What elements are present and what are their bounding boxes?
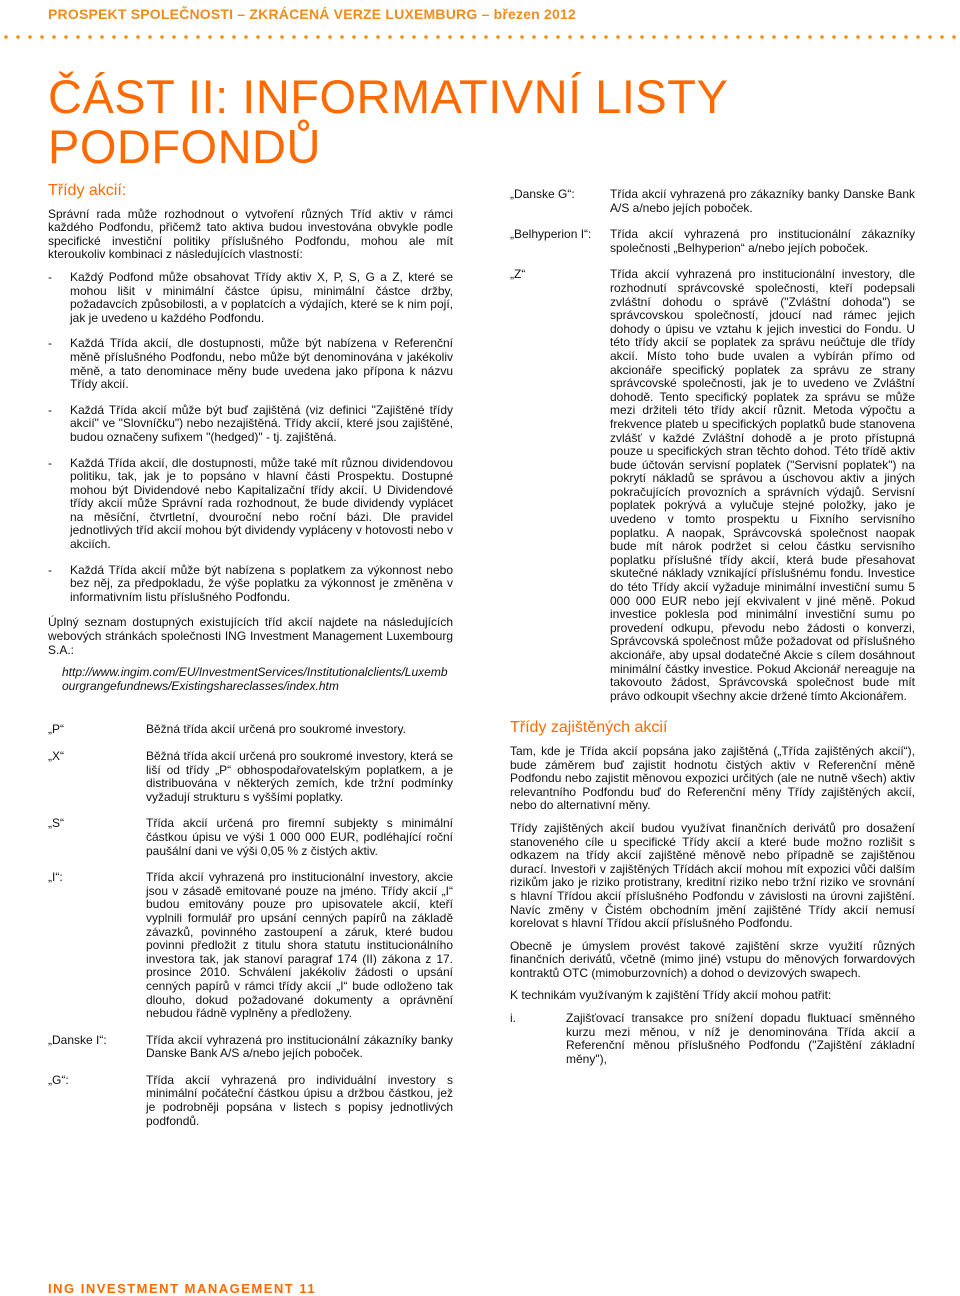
paragraph: Třídy zajištěných akcií budou využívat finančních derivátů pro dosažení stanoveného cíle u specifické Třídy akcií a které bude možno rozlišit s odkazem na třídy akcií zajištěné měnově nebo případně se zajištěnou durací. Investoři v zajištěných Třídách akcií mohou mít expozici vůči dalším rizikům jako je riziko protistrany, kreditní riziko nebo tržní riziko ve srovnání s hlavní Třídou akcií příslušného Podfondu v závislosti na úrovni zajištění. Navíc změny v Čistém obchodním jmění zajištěné Třídy akcií nemusí korelovat s hlavní Třídou akcií příslušného Podfondu.	[510, 820, 915, 931]
definition-row: „X“ Běžná třída akcií určená pro soukromé investory, která se liší od třídy „P“ obhospodařovatelským poplatkem, a je distribuována v některých zemích, kde tržní podmínky vyžadují strukturu s vyššími poplatky.	[48, 749, 453, 804]
page-footer: ING INVESTMENT MANAGEMENT 11	[48, 1281, 317, 1296]
paragraph: Obecně je úmyslem provést takové zajištění skrze využití různých finančních derivátů, včetně (mimo jiné) vstupu do měnových forwardových kontraktů OTC (mimoburzovních) a dohod o devizových swapech.	[510, 938, 915, 980]
full-list-paragraph: Úplný seznam dostupných existujících tříd akcií najdete na následujících webových stránkách společnosti ING Investment Management Luxembourg S.A.:	[48, 615, 453, 657]
definition-row: „P“ Běžná třída akcií určená pro soukromé investory.	[48, 722, 406, 737]
list-item: - Každá Třída akcií může být buď zajištěná (viz definici "Zajištěné třídy akcií" ve "Slovníčku") nebo nezajištěná. Třídy akcií, které jsou zajištěné, budou označeny sufixem "(hedged)" - tj. zajištěná.	[48, 402, 453, 444]
paragraph: K technikám využívaným k zajištění Třídy akcií mohou patřit:	[510, 988, 832, 1003]
numbered-item: i. Zajišťovací transakce pro snížení dopadu fluktuací směnného kurzu mezi měnou, v níž je denominována Třída akcií a Referenční měnou příslušného Podfondu ("Zajištění základní měny"),	[510, 1011, 915, 1066]
definition-row: „Z“ Třída akcií vyhrazená pro institucionální investory, dle rozhodnutí správcovské společnosti, kteří podepsali zvláštní dohodu o správě ("Zvláštní dohoda") se správcovskou společností, jdoucí nad rámec jejich dohody o úpisu ve vztahu k jejich investici do Fondu. U této třídy akcií se poplatek za správu neúčtuje dle třídy akcií. Místo toho bude uvalen a vybírán přímo od akcionáře specifický poplatek za správu ze strany správcovské společnosti, jak je to uvedeno ve Zvláštní dohodě. Tento specifický poplatek za správu se může mezi držiteli této třídy akcií různit. Metoda výpočtu a frekvence plateb u specifických poplatků bude stanovena zvlášť v každé Zvláštní dohodě a je proto přístupná pouze u specifických stran těchto dohod. Této třídě aktiv bude účtován servisní poplatek ("Servisní poplatek") na pokrytí nákladů se správou a úschovou aktiv a jiných pokračujících provozních a správních výdajů. Servisní poplatek pokrývá a vylučuje stejné položky, jako je uvedeno v tomto prospektu u Fixního servisního poplatku. A naopak, Správcovská společnost naopak bude mít nárok podržet si celou částku servisního poplatku příslušné třídy akcií, která bude přesahovat skutečné náklady vznikající příslušnému fondu. Investice do této Třídy akcií vyžaduje minimální investiční sumu 5 000 000 EUR nebo její ekvivalent v jiné měně. Pokud investice poklesla pod minimální investiční sumu po provedení odkupu, převodu nebo žádosti o konverzi, Správcovská společnost může požadovat od příslušného akcionáře, aby upsal dodatečné Akcie s cílem dosáhnout minimální částky investice. Pokud Akcionář nereaguje na takovouto žádost, Správcovská společnost bude mít právo odkoupit všechny akcie držené tímto Akcionářem.	[510, 267, 915, 703]
section-heading-share-classes: Třídy akcií:	[48, 182, 127, 199]
share-classes-link[interactable]: http://www.ingim.com/EU/InvestmentServices/Institutionalclients/Luxembourgrangefundnews/Existingshareclasses/index.htm	[62, 665, 448, 693]
paragraph: Tam, kde je Třída akcií popsána jako zajištěná („Třída zajištěných akcií“), bude záměrem buď zajistit hodnotu čistých aktiv v Referenční měně Podfondu nebo zajistit měnovou expozici určitých (ale ne nutně všech) aktiv relevantního Podfondu buď do Referenční měny Třídy zajištěných akcií, nebo do alternativní měny.	[510, 743, 915, 813]
definition-row: „I“: Třída akcií vyhrazená pro institucionální investory, akcie jsou v zásadě emitované pouze na jméno. Třídy akcií „I“ budou emitovány pouze pro upisovatele akcií, kteří vyplnili formulář pro upsání cenných papírů na základě závazků, povinného zastoupení a záruk, které budou povinni předložit z titulu shora statutu institucionálního investora tak, jak stanoví paragraf 174 (II) zákona z 17. prosince 2010. Schválení jakékoliv žádosti o upsání cenných papírů v rámci třídy akcií „I“ bude odloženo tak dlouho, dokud požadované dokumenty a oprávnění nebudou řádně vyplněny a předloženy.	[48, 870, 453, 1021]
page-title: ČÁST II: INFORMATIVNÍ LISTY PODFONDŮ	[48, 70, 728, 173]
dotted-divider	[0, 33, 960, 41]
right-column	[510, 188, 915, 1066]
section-heading-hedged: Třídy zajištěných akcií	[510, 719, 668, 737]
definition-row: „Danske I“: Třída akcií vyhrazená pro institucionální zákazníky banky Danske Bank A/S a/nebo jejích poboček.	[48, 1032, 453, 1061]
intro-paragraph: Správní rada může rozhodnout o vytvoření různých Tříd aktiv v rámci každého Podfondu, přičemž tato aktiva budou investována obvykle podle specifické investiční politiky příslušného Podfondu, mohou ale mít kteroukoliv kombinaci z následujících vlastností:	[48, 206, 453, 262]
list-item: - Každá Třída akcií, dle dostupnosti, může být nabízena v Referenční měně příslušného Podfondu, nebo může být denominována v jakékoliv měně, a tato denominace měny bude uvedena jako přípona k názvu Třídy akcií.	[48, 336, 453, 392]
definition-row: „Belhyperion I“: Třída akcií vyhrazená pro institucionální zákazníky společnosti „Belhyperion“ a/nebo jejích poboček.	[510, 227, 915, 255]
definition-row: „Danske G“: Třída akcií vyhrazená pro zákazníky banky Danske Bank A/S a/nebo jejích poboček.	[510, 187, 915, 215]
list-item: - Každý Podfond může obsahovat Třídy aktiv X, P, S, G a Z, které se mohou lišit v minimální částce úpisu, minimální částce držby, požadavcích způsobilosti, a v poplatcích a výdajích, které se k nim pojí, jak je uvedeno u každého Podfondu.	[48, 269, 453, 325]
definition-row: „S“ Třída akcií určená pro firemní subjekty s minimální částkou úpisu ve výši 1 000 000 EUR, podléhající roční paušální dani ve výši 0,05 % z čistých aktiv.	[48, 816, 453, 858]
list-item: - Každá Třída akcií, dle dostupnosti, může také mít různou dividendovou politiku, tak, jak je to popsáno v hlavní části Prospektu. Dostupné mohou být Dividendové nebo Kapitalizační třídy akcií. U Dividendové třídy akcií může Správní rada rozhodnout, že bude dividendy vyplácet na měsíční, čtvrtletní, dvouroční nebo roční bázi. Dle pravidel jednotlivých tříd akcií mohou být dividendy vypláceny v hotovosti nebo v akciích.	[48, 455, 453, 552]
document-header: PROSPEKT SPOLEČNOSTI – ZKRÁCENÁ VERZE LUXEMBURG – březen 2012	[48, 6, 576, 22]
list-item: - Každá Třída akcií může být nabízena s poplatkem za výkonnost nebo bez něj, za předpokladu, že výše poplatku za výkonnost je změněna v informativním listu příslušného Podfondu.	[48, 562, 453, 604]
left-column	[48, 184, 453, 1141]
definition-row: „G“: Třída akcií vyhrazená pro individuální investory s minimální počáteční částkou úpisu a držbou částkou, jež je podrobněji popsána v listech s popisy jednotlivých podfondů.	[48, 1072, 453, 1128]
